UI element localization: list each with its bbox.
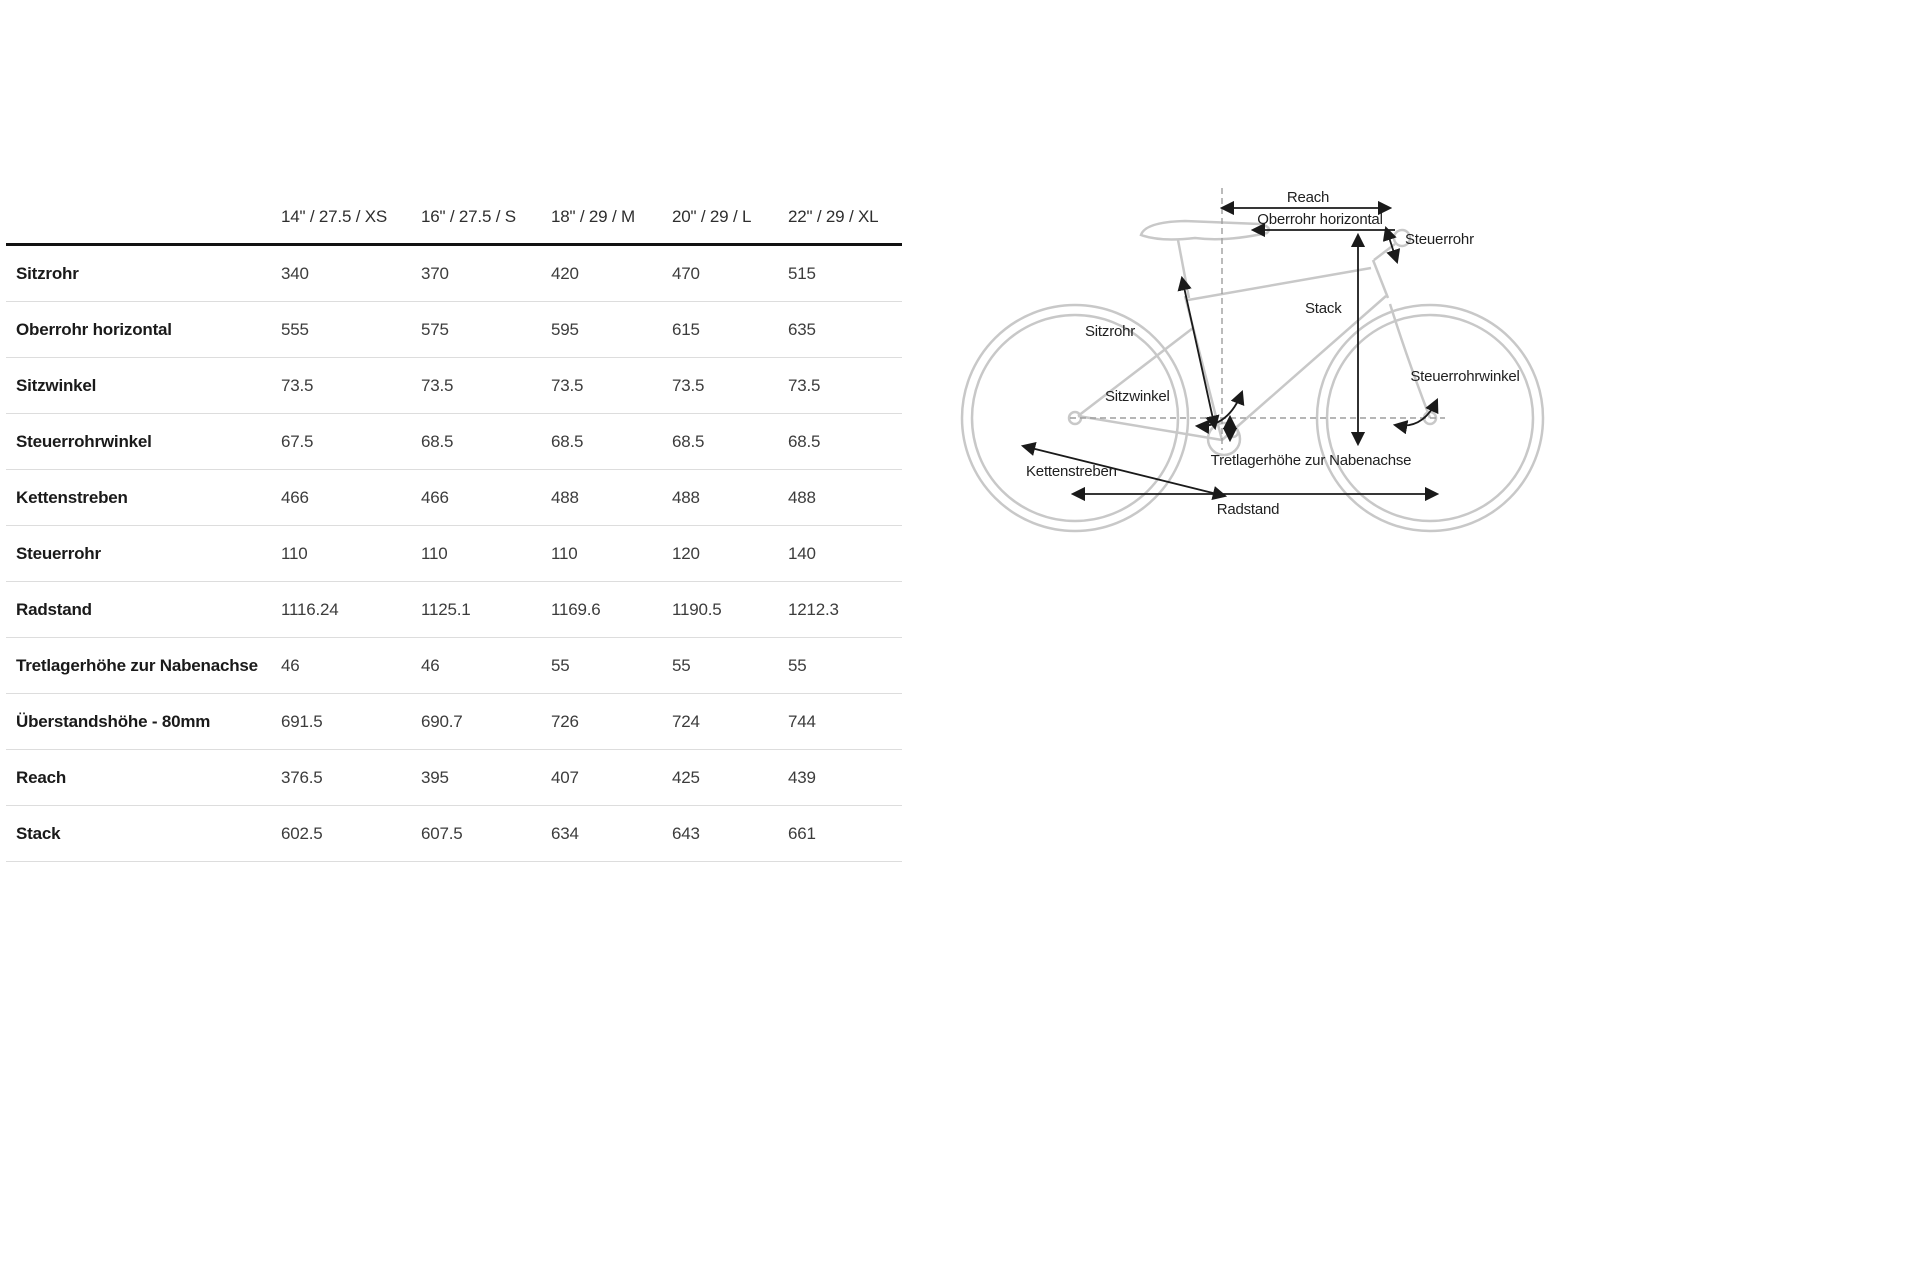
cell-value: 575: [421, 319, 449, 339]
row-label: Radstand: [16, 599, 92, 619]
table-row: [6, 806, 902, 862]
cell-value: 370: [421, 263, 449, 283]
reach-label: Reach: [1286, 189, 1330, 206]
table-row: [6, 302, 902, 358]
cell-value: 73.5: [281, 375, 314, 395]
sitzwinkel-label: Sitzwinkel: [1105, 388, 1170, 405]
cell-value: 110: [281, 543, 308, 563]
cell-value: 1212.3: [788, 599, 839, 619]
row-label: Sitzrohr: [16, 263, 79, 283]
row-label: Oberrohr horizontal: [16, 319, 172, 339]
row-label: Sitzwinkel: [16, 375, 97, 395]
fork: [1390, 304, 1430, 418]
size-header: 22" / 29 / XL: [788, 206, 879, 226]
table-row: [6, 582, 902, 638]
stack-label: Stack: [1305, 300, 1342, 317]
cell-value: 466: [421, 487, 449, 507]
steuerrohr-label: Steuerrohr: [1405, 231, 1474, 248]
annotation-labels: [1026, 189, 1520, 518]
table-row: [6, 526, 902, 582]
tretlagerhoehe-label: Tretlagerhöhe zur Nabenachse: [1210, 452, 1412, 469]
row-label: Kettenstreben: [16, 487, 128, 507]
cell-value: 395: [421, 767, 449, 787]
steuerrohrwinkel-label: Steuerrohrwinkel: [1410, 368, 1520, 385]
cell-value: 110: [421, 543, 448, 563]
cell-value: 55: [672, 655, 691, 675]
table-header-row: [6, 190, 902, 246]
cell-value: 340: [281, 263, 309, 283]
table-row: [6, 694, 902, 750]
bike-diagram-svg: [945, 178, 1545, 570]
row-label: Überstandshöhe - 80mm: [16, 711, 211, 731]
cell-value: 744: [788, 711, 816, 731]
cell-value: 55: [788, 655, 807, 675]
row-label: Stack: [16, 823, 61, 843]
cell-value: 595: [551, 319, 579, 339]
cell-value: 661: [788, 823, 816, 843]
cell-value: 55: [551, 655, 570, 675]
cell-value: 690.7: [421, 711, 463, 731]
cell-value: 67.5: [281, 431, 314, 451]
cell-value: 420: [551, 263, 579, 283]
cell-value: 68.5: [672, 431, 705, 451]
cell-value: 643: [672, 823, 700, 843]
cell-value: 376.5: [281, 767, 323, 787]
cell-value: 73.5: [672, 375, 705, 395]
bike-geometry-diagram: [945, 178, 1545, 570]
size-header: 14" / 27.5 / XS: [281, 206, 388, 226]
row-label: Reach: [16, 767, 67, 787]
saddle: [1141, 221, 1269, 239]
cell-value: 1116.24: [281, 599, 339, 619]
cell-value: 726: [551, 711, 579, 731]
cell-value: 140: [788, 543, 816, 563]
cell-value: 691.5: [281, 711, 323, 731]
cell-value: 407: [551, 767, 579, 787]
top-tube: [1188, 268, 1371, 300]
cell-value: 602.5: [281, 823, 323, 843]
row-label: Steuerrohrwinkel: [16, 431, 152, 451]
cell-value: 470: [672, 263, 700, 283]
cell-value: 724: [672, 711, 700, 731]
cell-value: 466: [281, 487, 309, 507]
size-header: 20" / 29 / L: [672, 206, 752, 226]
cell-value: 635: [788, 319, 816, 339]
row-label: Tretlagerhöhe zur Nabenachse: [16, 655, 258, 675]
seatpost: [1178, 240, 1189, 298]
cell-value: 73.5: [551, 375, 584, 395]
cell-value: 488: [788, 487, 816, 507]
table-row: [6, 750, 902, 806]
cell-value: 1190.5: [672, 599, 722, 619]
cell-value: 110: [551, 543, 578, 563]
oberrohr-label: Oberrohr horizontal: [1257, 211, 1383, 228]
cell-value: 73.5: [788, 375, 821, 395]
size-header: 18" / 29 / M: [551, 206, 635, 226]
table-row: [6, 414, 902, 470]
cell-value: 488: [672, 487, 700, 507]
cell-value: 607.5: [421, 823, 463, 843]
cell-value: 634: [551, 823, 579, 843]
kettenstreben-label: Kettenstreben: [1026, 463, 1117, 480]
cell-value: 46: [281, 655, 300, 675]
radstand-label: Radstand: [1216, 501, 1280, 518]
table-row: [6, 246, 902, 302]
geometry-table: [6, 190, 902, 862]
table-row: [6, 358, 902, 414]
sitzrohr-label: Sitzrohr: [1085, 323, 1136, 340]
cell-value: 515: [788, 263, 816, 283]
chainstay: [1078, 416, 1222, 440]
cell-value: 73.5: [421, 375, 454, 395]
cell-value: 1169.6: [551, 599, 601, 619]
cell-value: 615: [672, 319, 700, 339]
cell-value: 439: [788, 767, 816, 787]
head-tube: [1373, 260, 1388, 298]
row-label: Steuerrohr: [16, 543, 101, 563]
cell-value: 46: [421, 655, 440, 675]
cell-value: 488: [551, 487, 579, 507]
cell-value: 120: [672, 543, 700, 563]
table-row: [6, 638, 902, 694]
cell-value: 555: [281, 319, 309, 339]
cell-value: 68.5: [788, 431, 821, 451]
cell-value: 425: [672, 767, 700, 787]
table-row: [6, 470, 902, 526]
sitzwinkel-arc: [1197, 392, 1242, 426]
cell-value: 68.5: [551, 431, 584, 451]
cell-value: 68.5: [421, 431, 454, 451]
size-header: 16" / 27.5 / S: [421, 206, 516, 226]
cell-value: 1125.1: [421, 599, 471, 619]
